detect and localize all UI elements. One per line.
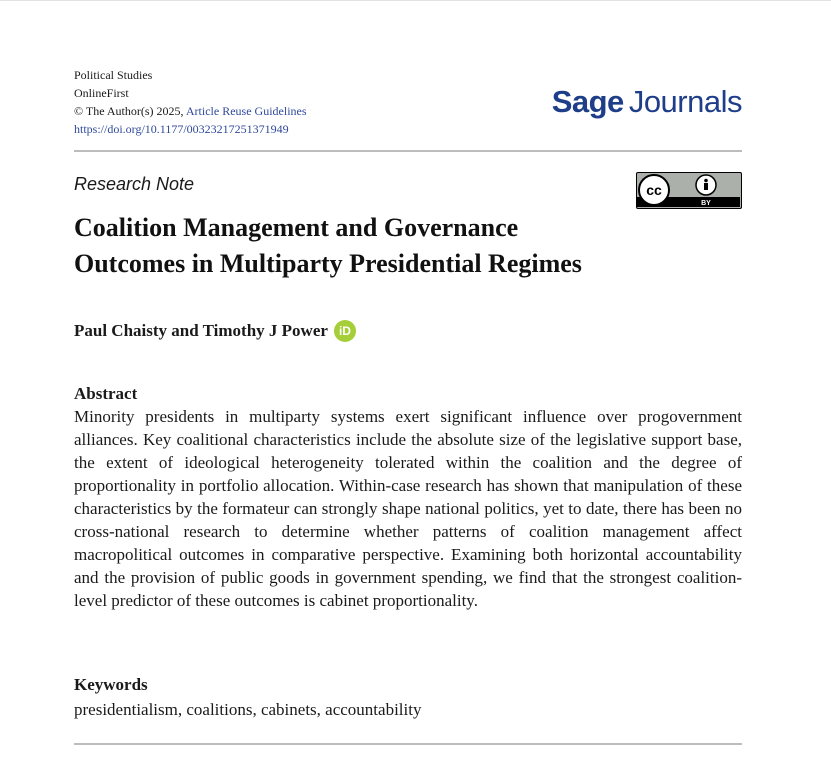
doi-link[interactable]: https://doi.org/10.1177/00323217251371949 bbox=[74, 122, 289, 136]
title-line-2: Outcomes in Multiparty Presidential Regimes bbox=[74, 249, 582, 278]
journal-name: Political Studies bbox=[74, 68, 153, 82]
abstract-text: Minority presidents in multiparty systems exert significant influence over progovernment alliances. Key coalitional characteristics include the absolute size of the legislative support base, the extent of ideological heterogeneity tolerated within the coalition and the degree of proportionality in portfolio allocation. Within-case research has shown that manipulation of these characteristics by the formateur can strongly shape national politics, yet to date, there has been no cross-national research to determine whether patterns of coalition management affect macropolitical outcomes in comparative perspective. Examining both horizontal accountability and the provision of public goods in government spending, we find that the strongest coalition-level predictor of these outcomes is cabinet proportionality. bbox=[74, 407, 742, 610]
doi-line bbox=[74, 120, 307, 138]
journal-status: OnlineFirst bbox=[74, 86, 129, 100]
by-label: BY bbox=[701, 200, 711, 207]
footer-divider bbox=[74, 743, 742, 745]
orcid-icon[interactable]: iD bbox=[334, 320, 356, 342]
copyright-text: © The Author(s) 2025, bbox=[74, 104, 186, 118]
brand-part1: Sage bbox=[551, 84, 624, 119]
cc-text: cc bbox=[646, 182, 662, 198]
keywords-text: presidentialism, coalitions, cabinets, accountability bbox=[74, 700, 422, 719]
copyright-line bbox=[74, 102, 307, 120]
article-title bbox=[74, 210, 582, 282]
authors-text[interactable]: Paul Chaisty and Timothy J Power bbox=[74, 321, 328, 340]
cc-by-license-badge[interactable] bbox=[636, 172, 742, 209]
title-line-1: Coalition Management and Governance bbox=[74, 213, 519, 242]
reuse-guidelines-link[interactable]: Article Reuse Guidelines bbox=[185, 104, 307, 118]
author-list bbox=[74, 320, 356, 342]
header-divider bbox=[74, 150, 742, 152]
sage-journals-logo[interactable] bbox=[552, 84, 742, 120]
brand-part2: Journals bbox=[628, 84, 742, 119]
keywords-heading: Keywords bbox=[74, 675, 148, 694]
abstract-heading: Abstract bbox=[74, 384, 138, 403]
cc-by-icon bbox=[637, 173, 740, 207]
journal-meta bbox=[74, 66, 307, 138]
by-person-head bbox=[704, 179, 708, 183]
by-person-body bbox=[704, 183, 708, 190]
article-type: Research Note bbox=[74, 174, 195, 194]
top-border bbox=[0, 0, 831, 1]
